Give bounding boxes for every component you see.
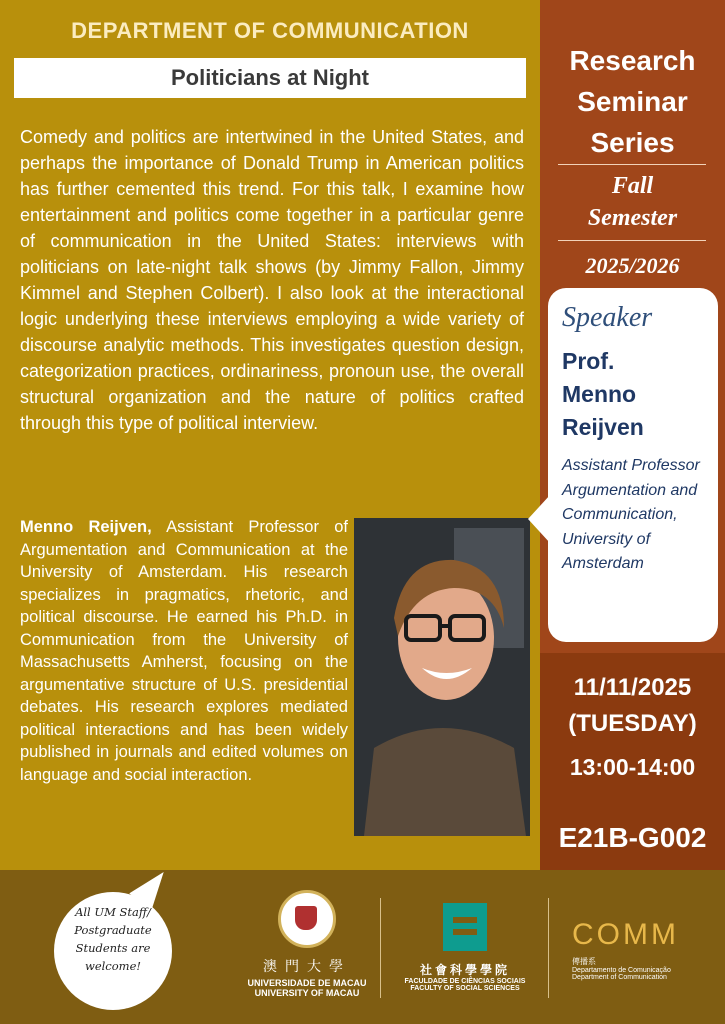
semester bbox=[540, 170, 725, 234]
department-of-communication-logo bbox=[572, 918, 702, 981]
series-line-2: Seminar bbox=[577, 86, 688, 117]
event-date-value: 11/11/2025 bbox=[573, 674, 692, 701]
talk-title-box bbox=[14, 58, 526, 98]
fss-name-english: FACULTY OF SOCIAL SCIENCES bbox=[410, 985, 520, 992]
speaker-photo bbox=[354, 518, 530, 836]
talk-title: Politicians at Night bbox=[170, 65, 370, 90]
abstract-text: Comedy and politics are intertwined in the United States, and perhaps the importance of Donald Trump in American politics has further cemented this trend. For this talk, I examine how entertainment and politics come together in a particular genre of communication in the United States: interviews with politicians on late-night talk shows (by Jimmy Fallon, Jimmy Kimmel and Stephen Colbert). I also look at the interactional logic underlying these interviews employing a wide variety of discourse analytic methods. This investigates question design, categorization practices, ordinariness, pronoun use, the overall structural organization and the nature of politics crafted through this type of political interview. bbox=[20, 127, 524, 433]
welcome-text: All UM Staff/ Postgraduate Students are welcome! bbox=[74, 905, 152, 973]
um-name-portuguese: UNIVERSIDADE DE MACAU bbox=[247, 978, 367, 988]
series-title bbox=[540, 40, 725, 163]
speaker-name-line-2: Menno bbox=[562, 381, 637, 407]
um-seal-icon bbox=[278, 890, 336, 948]
academic-year: 2025/2026 bbox=[585, 253, 680, 278]
comm-logo-wordmark: COMM bbox=[572, 918, 679, 951]
department-heading: DEPARTMENT OF COMMUNICATION bbox=[71, 18, 469, 43]
comm-name-english: Department of Communication bbox=[572, 974, 667, 981]
comm-name-chinese: 傳播系 bbox=[572, 957, 596, 966]
bio-name: Menno Reijven, bbox=[20, 518, 152, 536]
event-date bbox=[540, 670, 725, 742]
speaker-card-pointer bbox=[528, 495, 550, 543]
bio-text: Assistant Professor of Argumentation and Communication at the University of Amsterdam. His research specializes in pragmatics, rhetoric, and political discourse. He earned his Ph.D. in Communication from the University of Massachusetts Amherst, focusing on the argumentative structure of U.S. presidential debates. His research explores mediated political interactions and has been widely published in journals and edited volumes on language and social interaction. bbox=[20, 518, 348, 784]
fss-name-chinese: 社會科學學院 bbox=[419, 963, 510, 977]
series-line-3: Series bbox=[590, 127, 675, 158]
um-name-chinese: 澳門大學 bbox=[263, 958, 351, 974]
semester-line-1: Fall bbox=[611, 173, 654, 199]
university-of-macau-logo bbox=[242, 890, 372, 998]
faculty-of-social-sciences-logo bbox=[400, 903, 530, 992]
speaker-name-line-1: Prof. bbox=[562, 348, 615, 374]
fss-name-portuguese: FACULDADE DE CIÊNCIAS SOCIAIS bbox=[404, 978, 526, 985]
event-time: 13:00-14:00 bbox=[569, 754, 696, 780]
event-room: E21B-G002 bbox=[558, 822, 707, 853]
comm-name-portuguese: Departamento de Comunicação bbox=[572, 967, 671, 974]
divider bbox=[558, 164, 706, 165]
speaker-bio bbox=[20, 516, 348, 786]
logo-divider bbox=[380, 898, 381, 998]
divider bbox=[558, 240, 706, 241]
speaker-photo-illustration bbox=[354, 518, 530, 836]
semester-line-2: Semester bbox=[587, 205, 678, 231]
series-line-1: Research bbox=[569, 45, 696, 76]
fss-logo-icon bbox=[443, 903, 487, 951]
speaker-name-line-3: Reijven bbox=[562, 414, 644, 440]
um-name-english: UNIVERSITY OF MACAU bbox=[254, 988, 360, 998]
speaker-name bbox=[562, 345, 712, 444]
speaker-role: Assistant Professor Argumentation and Communication, University of Amsterdam bbox=[562, 457, 700, 572]
event-day: (TUESDAY) bbox=[568, 710, 697, 737]
speaker-label: Speaker bbox=[562, 302, 653, 333]
logo-divider bbox=[548, 898, 549, 998]
